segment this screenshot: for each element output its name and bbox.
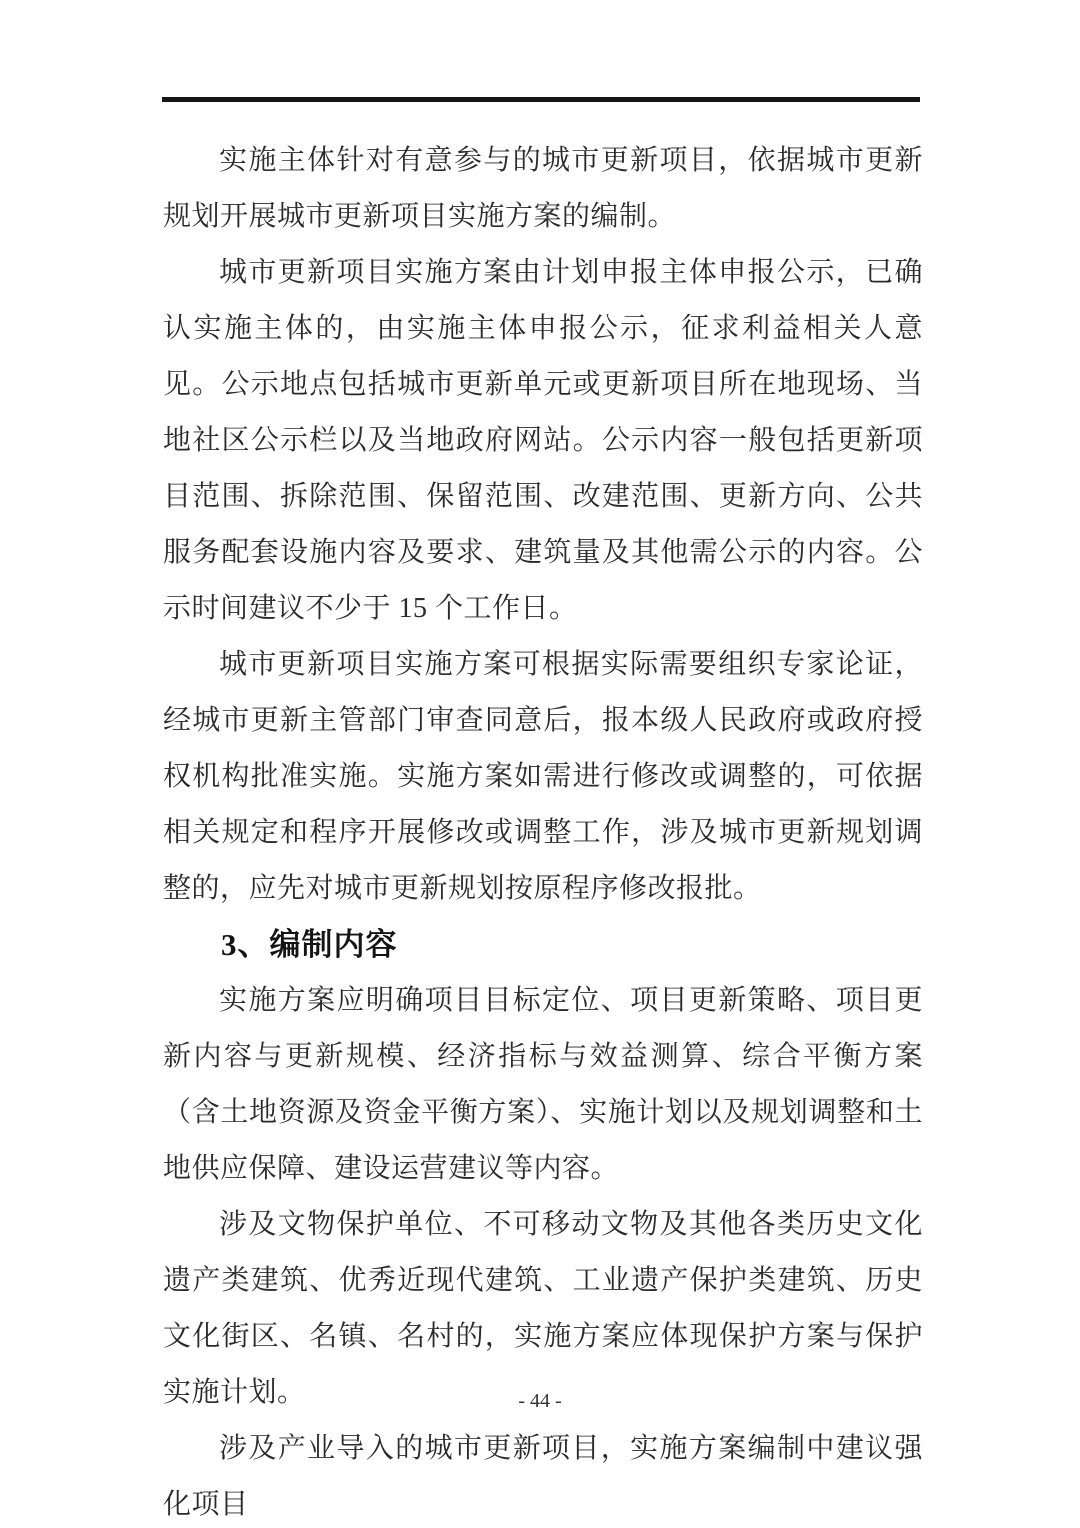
page-number: - 44 - xyxy=(518,1390,562,1412)
paragraph: 涉及文物保护单位、不可移动文物及其他各类历史文化遗产类建筑、优秀近现代建筑、工业遗产保护类建筑、历史文化街区、名镇、名村的，实施方案应体现保护方案与保护实施计划。 xyxy=(163,1209,923,1408)
document-body xyxy=(163,133,923,1528)
paragraph: 城市更新项目实施方案可根据实际需要组织专家论证，经城市更新主管部门审查同意后，报本级人民政府或政府授权机构批准实施。实施方案如需进行修改或调整的，可依据相关规定和程序开展修改或调整工作，涉及城市更新规划调整的，应先对城市更新规划按原程序修改报批。 xyxy=(163,649,923,904)
paragraph: 实施主体针对有意参与的城市更新项目，依据城市更新规划开展城市更新项目实施方案的编制。 xyxy=(163,145,923,232)
header-rule xyxy=(162,97,920,102)
paragraph: 实施方案应明确项目目标定位、项目更新策略、项目更新内容与更新规模、经济指标与效益测算、综合平衡方案（含土地资源及资金平衡方案）、实施计划以及规划调整和土地供应保障、建设运营建议等内容。 xyxy=(163,985,923,1184)
section-heading: 3、编制内容 xyxy=(221,927,398,962)
paragraph: 城市更新项目实施方案由计划申报主体申报公示，已确认实施主体的，由实施主体申报公示，征求利益相关人意见。公示地点包括城市更新单元或更新项目所在地现场、当地社区公示栏以及当地政府网站。公示内容一般包括更新项目范围、拆除范围、保留范围、改建范围、更新方向、公共服务配套设施内容及要求、建筑量及其他需公示的内容。公示时间建议不少于 15 个工作日。 xyxy=(163,257,923,624)
paragraph: 涉及产业导入的城市更新项目，实施方案编制中建议强化项目 xyxy=(163,1433,923,1520)
